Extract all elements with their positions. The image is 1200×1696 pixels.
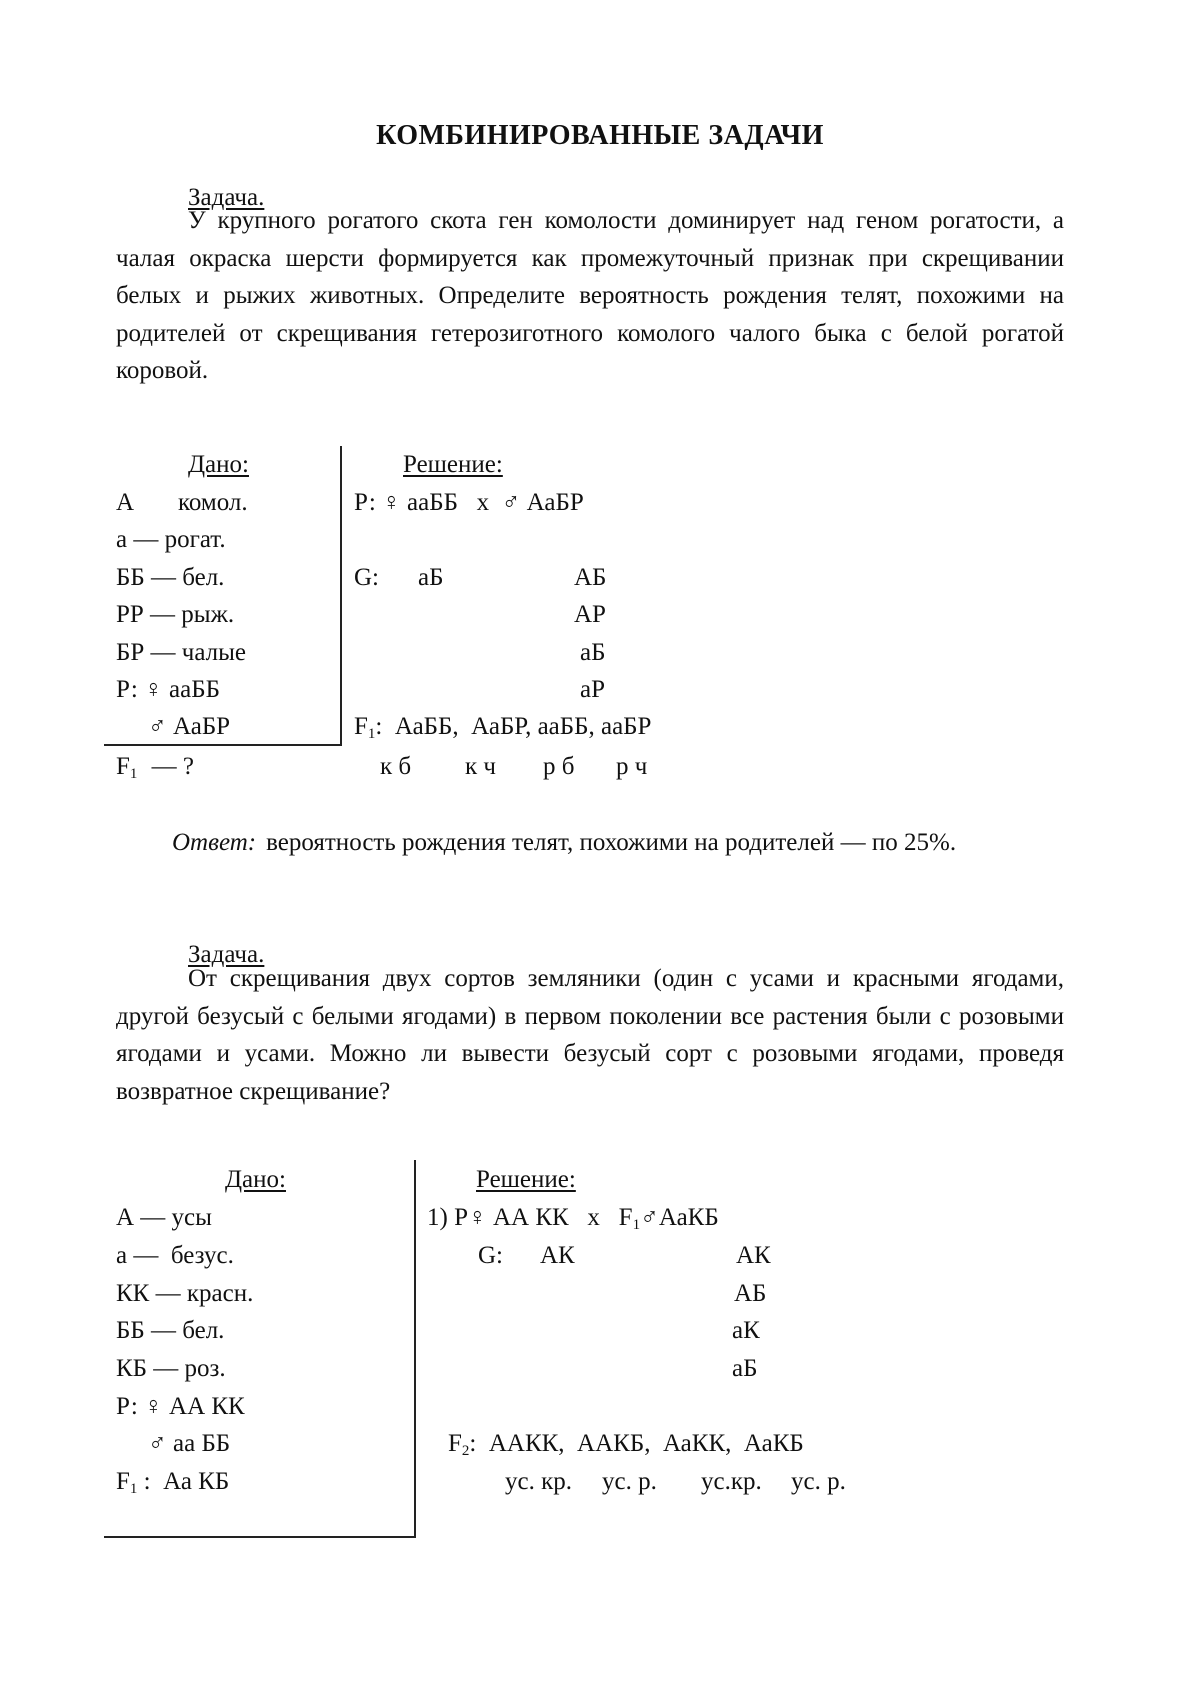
f1-subscript: 1 [129, 1481, 138, 1497]
given-line: КК — красн. [116, 1280, 254, 1307]
given-line: КБ — роз. [116, 1355, 226, 1382]
given-header: Дано: [225, 1166, 286, 1193]
f1-label: F [116, 753, 130, 780]
gamete-male: аБ [732, 1355, 758, 1382]
gamete-male: АБ [574, 564, 607, 591]
f1-label: F [354, 713, 368, 740]
task2-text: От скрещивания двух сортов земляники (один с усами и красными ягодами, другой безусый с белыми ягодами) в первом поколении все растения были с розовыми ягодами и усами. Можно ли вывести безусый сорт с розовыми ягодами, проведя возвратное скрещивание? [116, 965, 1064, 1105]
f1-question: — ? [151, 753, 195, 780]
phenotype: ус. р. [791, 1468, 846, 1495]
given-line: ББ — бел. [116, 1317, 225, 1344]
f2-genotypes: : ААКК, ААКБ, АаКК, АаКБ [469, 1430, 804, 1457]
cross-subscript: 1 [632, 1217, 641, 1233]
phenotype: к б [380, 753, 412, 780]
phenotype: ус. кр. [505, 1468, 572, 1495]
given-line: ББ — бел. [116, 564, 225, 591]
given-f1 [116, 1468, 230, 1497]
given-f1 [116, 753, 195, 782]
f1-subscript: 1 [129, 766, 138, 782]
solution-header: Решение: [403, 451, 503, 478]
answer-label: Ответ: [172, 829, 257, 856]
table-divider-vertical [414, 1160, 416, 1538]
gamete-male: аБ [580, 639, 606, 666]
given-trait: комол. [178, 489, 248, 516]
cross-parents: 1) Р♀ АА КК х F [427, 1204, 633, 1231]
table-divider-horizontal [104, 744, 342, 746]
answer-text: вероятность рождения телят, похожими на родителей — по 25%. [266, 829, 957, 856]
given-gene: А [116, 489, 135, 516]
f2-subscript: 2 [461, 1443, 470, 1459]
given-parent-male: ♂ АаБР [148, 713, 231, 740]
table-divider-vertical [340, 446, 342, 746]
given-line: БР — чалые [116, 639, 247, 666]
phenotype: ус. р. [602, 1468, 657, 1495]
task2-heading: Задача. [188, 941, 265, 968]
given-line: а — рогат. [116, 526, 226, 553]
solution-header: Решение: [476, 1166, 576, 1193]
given-line: а — безус. [116, 1242, 234, 1269]
gamete-male: аР [580, 676, 605, 703]
task1-text: У крупного рогатого скота ген комолости доминирует над геном рогатости, а чалая окраска шерсти формируется как промежуточный признак при скрещивании белых и рыжих животных. Определите вероятность рождения телят, похожими на родителей от скрещивания гетерозиготного комолого чалого быка с белой рогатой коровой. [116, 207, 1064, 384]
gamete-male: АР [574, 601, 606, 628]
gametes-label: G: [354, 564, 379, 591]
f1-subscript: 1 [367, 726, 376, 742]
f1-genotypes: : АаББ, АаБР, ааББ, ааБР [375, 713, 652, 740]
gametes-label: G: [478, 1242, 503, 1269]
table-divider-horizontal [104, 1536, 416, 1538]
page-title: КОМБИНИРОВАННЫЕ ЗАДАЧИ [376, 120, 824, 151]
task1-heading: Задача. [188, 184, 265, 211]
gamete-male: аК [732, 1317, 760, 1344]
given-header: Дано: [188, 451, 249, 478]
solution-parents-cross: Р: ♀ ааББ х ♂ АаБР [354, 489, 584, 516]
given-line: РР — рыж. [116, 601, 235, 628]
gamete-female: аБ [418, 564, 444, 591]
given-line: А — усы [116, 1204, 212, 1231]
solution-f1 [354, 713, 652, 742]
f2-label: F [448, 1430, 462, 1457]
solution-cross [427, 1204, 719, 1233]
gamete-male: АК [736, 1242, 771, 1269]
gamete-female: АК [540, 1242, 575, 1269]
phenotype: р ч [616, 753, 648, 780]
f1-label: F [116, 1468, 130, 1495]
gamete-male: АБ [734, 1280, 767, 1307]
given-parent-female: Р: ♀ АА КК [116, 1393, 245, 1420]
cross-male: ♂АаКБ [640, 1204, 719, 1231]
given-parent-female: Р: ♀ ааББ [116, 676, 220, 703]
phenotype: к ч [465, 753, 496, 780]
task1-answer [116, 824, 1064, 862]
phenotype: ус.кр. [701, 1468, 762, 1495]
phenotype: р б [543, 753, 575, 780]
solution-f2 [448, 1430, 804, 1459]
f1-value: : Аа КБ [137, 1468, 230, 1495]
given-parent-male: ♂ аа ББ [148, 1430, 231, 1457]
